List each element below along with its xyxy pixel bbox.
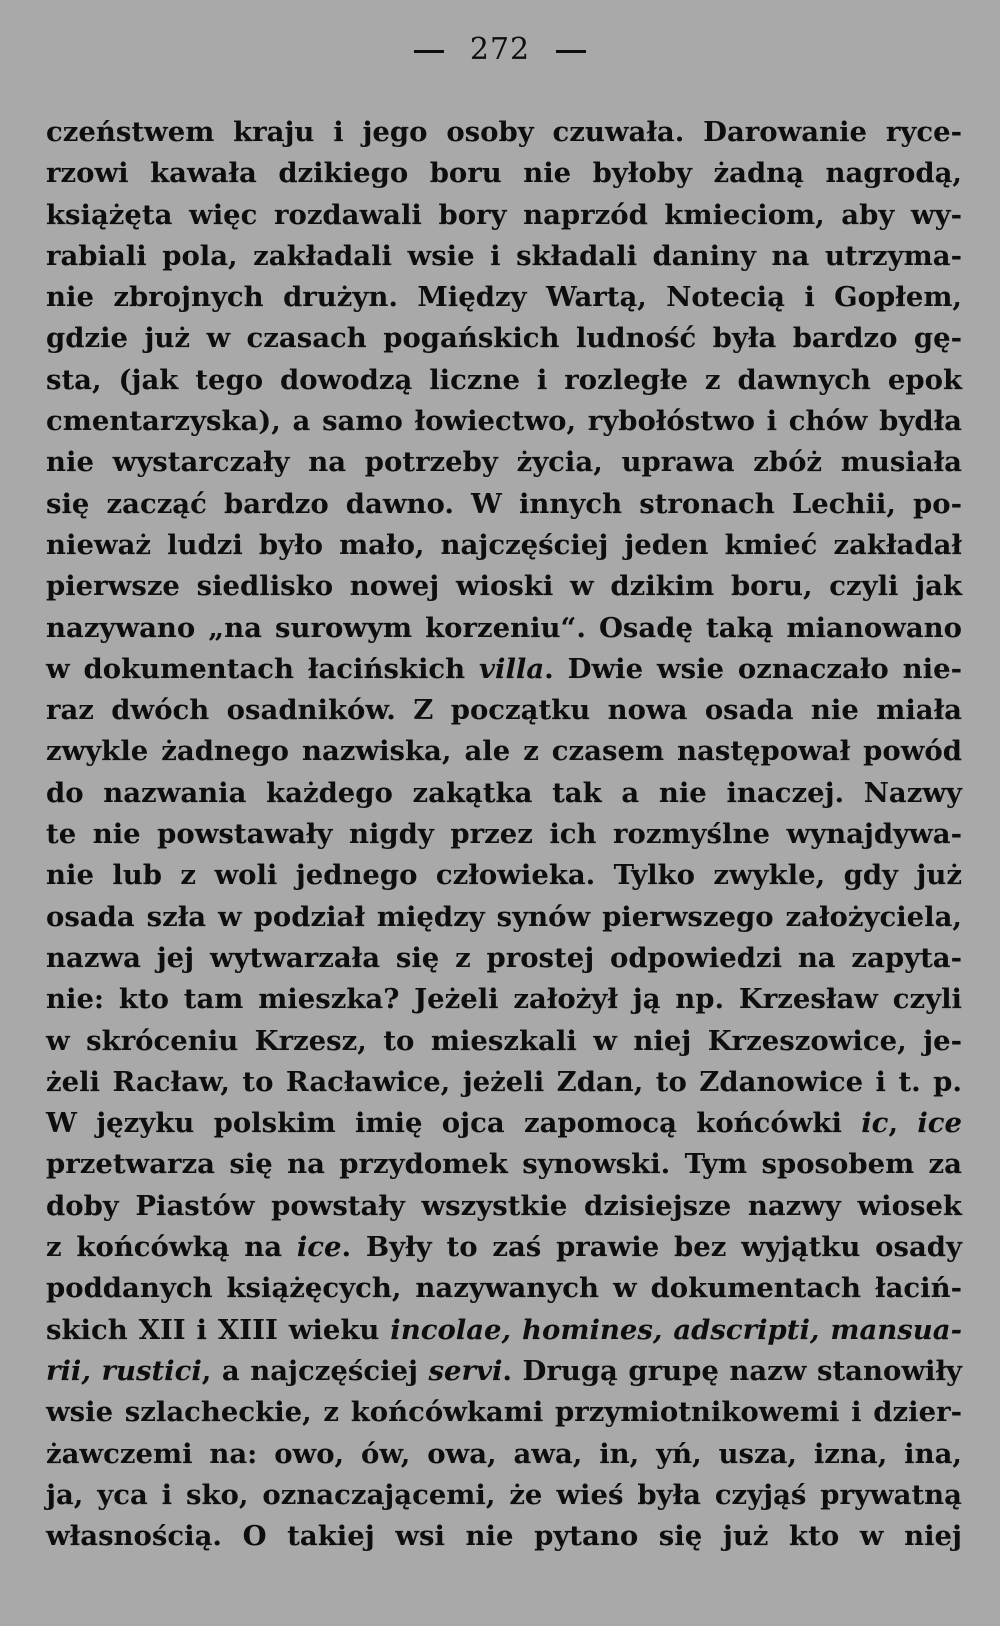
text-line: doby Piastów powstały wszystkie dzisiejsze nazwy wiosek (46, 1189, 962, 1222)
text-line (46, 1227, 962, 1268)
text-line: nie zbrojnych drużyn. Między Wartą, Notecią i Gopłem, (46, 281, 962, 314)
italic-term: servi (428, 1354, 503, 1387)
text-line: pierwsze siedlisko nowej wioski w dzikim boru, czyli jak (46, 570, 962, 603)
text-line: osada szła w podział między synów pierwszego założyciela, (46, 900, 962, 933)
text-line: ja, yca i sko, oznaczającemi, że wieś była czyjąś prywatną (46, 1478, 962, 1511)
header-dash-right (556, 50, 586, 53)
text-segment: , (888, 1107, 918, 1140)
text-line: nazwa jej wytwarzała się z prostej odpowiedzi na zapyta- (46, 941, 962, 974)
page-number: 272 (469, 32, 531, 67)
italic-term: ice (296, 1231, 342, 1264)
text-line: nie: kto tam mieszka? Jeżeli założył ją np. Krzesław czyli (46, 983, 962, 1016)
text-segment: w dokumentach łacińskich (46, 652, 480, 685)
text-line: do nazwania każdego zakątka tak a nie inaczej. Nazwy (46, 776, 962, 809)
text-segment: . Drugą grupę nazw stanowiły (502, 1354, 962, 1387)
text-line: żawczemi na: owo, ów, owa, awa, in, yń, usza, izna, ina, (46, 1437, 962, 1470)
text-segment: W języku polskim imię ojca zapomocą końcówki (46, 1107, 862, 1140)
text-line: rabiali pola, zakładali wsie i składali daniny na utrzyma- (46, 239, 962, 272)
text-line: żeli Racław, to Racławice, jeżeli Zdan, to Zdanowice i t. p. (46, 1065, 962, 1098)
text-line: raz dwóch osadników. Z początku nowa osada nie miała (46, 694, 962, 727)
text-segment: . Dwie wsie oznaczało nie- (544, 652, 962, 685)
text-line: gdzie już w czasach pogańskich ludność była bardzo gę- (46, 322, 962, 355)
page-header (0, 32, 1000, 67)
text-line: nie wystarczały na potrzeby życia, uprawa zbóż musiała (46, 446, 962, 479)
text-line: czeństwem kraju i jego osoby czuwała. Darowanie ryce- (46, 116, 962, 148)
text-line: nie lub z woli jednego człowieka. Tylko zwykle, gdy już (46, 859, 962, 892)
text-line: cmentarzyska), a samo łowiectwo, rybołóstwo i chów bydła (46, 405, 962, 438)
text-line: nieważ ludzi było mało, najczęściej jeden kmieć zakładał (46, 528, 962, 561)
text-line: własnością. O takiej wsi nie pytano się już kto w niej (46, 1520, 962, 1553)
text-line: się zacząć bardzo dawno. W innych stronach Lechii, po- (46, 487, 962, 520)
text-line (46, 649, 962, 690)
italic-term: rii, rustici (46, 1354, 202, 1387)
text-line (46, 1310, 962, 1351)
text-line: poddanych książęcych, nazywanych w dokumentach łaciń- (46, 1272, 962, 1305)
text-line: te nie powstawały nigdy przez ich rozmyślne wynajdywa- (46, 818, 962, 851)
text-line (46, 1103, 962, 1144)
text-segment: z końcówką na (46, 1231, 297, 1264)
text-line: rzowi kawała dzikiego boru nie byłoby żadną nagrodą, (46, 157, 962, 190)
text-line (46, 1351, 962, 1392)
body-text (46, 112, 962, 1557)
text-segment: , a najczęściej (201, 1354, 429, 1387)
italic-term: ice (917, 1107, 963, 1140)
text-line: w skróceniu Krzesz, to mieszkali w niej Krzeszowice, je- (46, 1024, 962, 1057)
text-line: zwykle żadnego nazwiska, ale z czasem następował powód (46, 735, 962, 768)
text-line: książęta więc rozdawali bory naprzód kmieciom, aby wy- (46, 198, 962, 231)
italic-term: ic (861, 1107, 889, 1140)
header-dash-left (414, 50, 444, 53)
italic-term: villa (479, 652, 545, 685)
text-line: przetwarza się na przydomek synowski. Tym sposobem za (46, 1148, 962, 1181)
text-line: nazywano „na surowym korzeniu“. Osadę taką mianowano (46, 611, 962, 644)
text-line: sta, (jak tego dowodzą liczne i rozległe z dawnych epok (46, 363, 962, 396)
text-segment: . Były to zaś prawie bez wyjątku osady (341, 1231, 962, 1264)
italic-term: incolae, homines, adscripti, mansua- (390, 1313, 962, 1346)
text-segment: skich XII i XIII wieku (46, 1313, 391, 1346)
text-line: wsie szlacheckie, z końcówkami przymiotnikowemi i dzier- (46, 1396, 962, 1429)
